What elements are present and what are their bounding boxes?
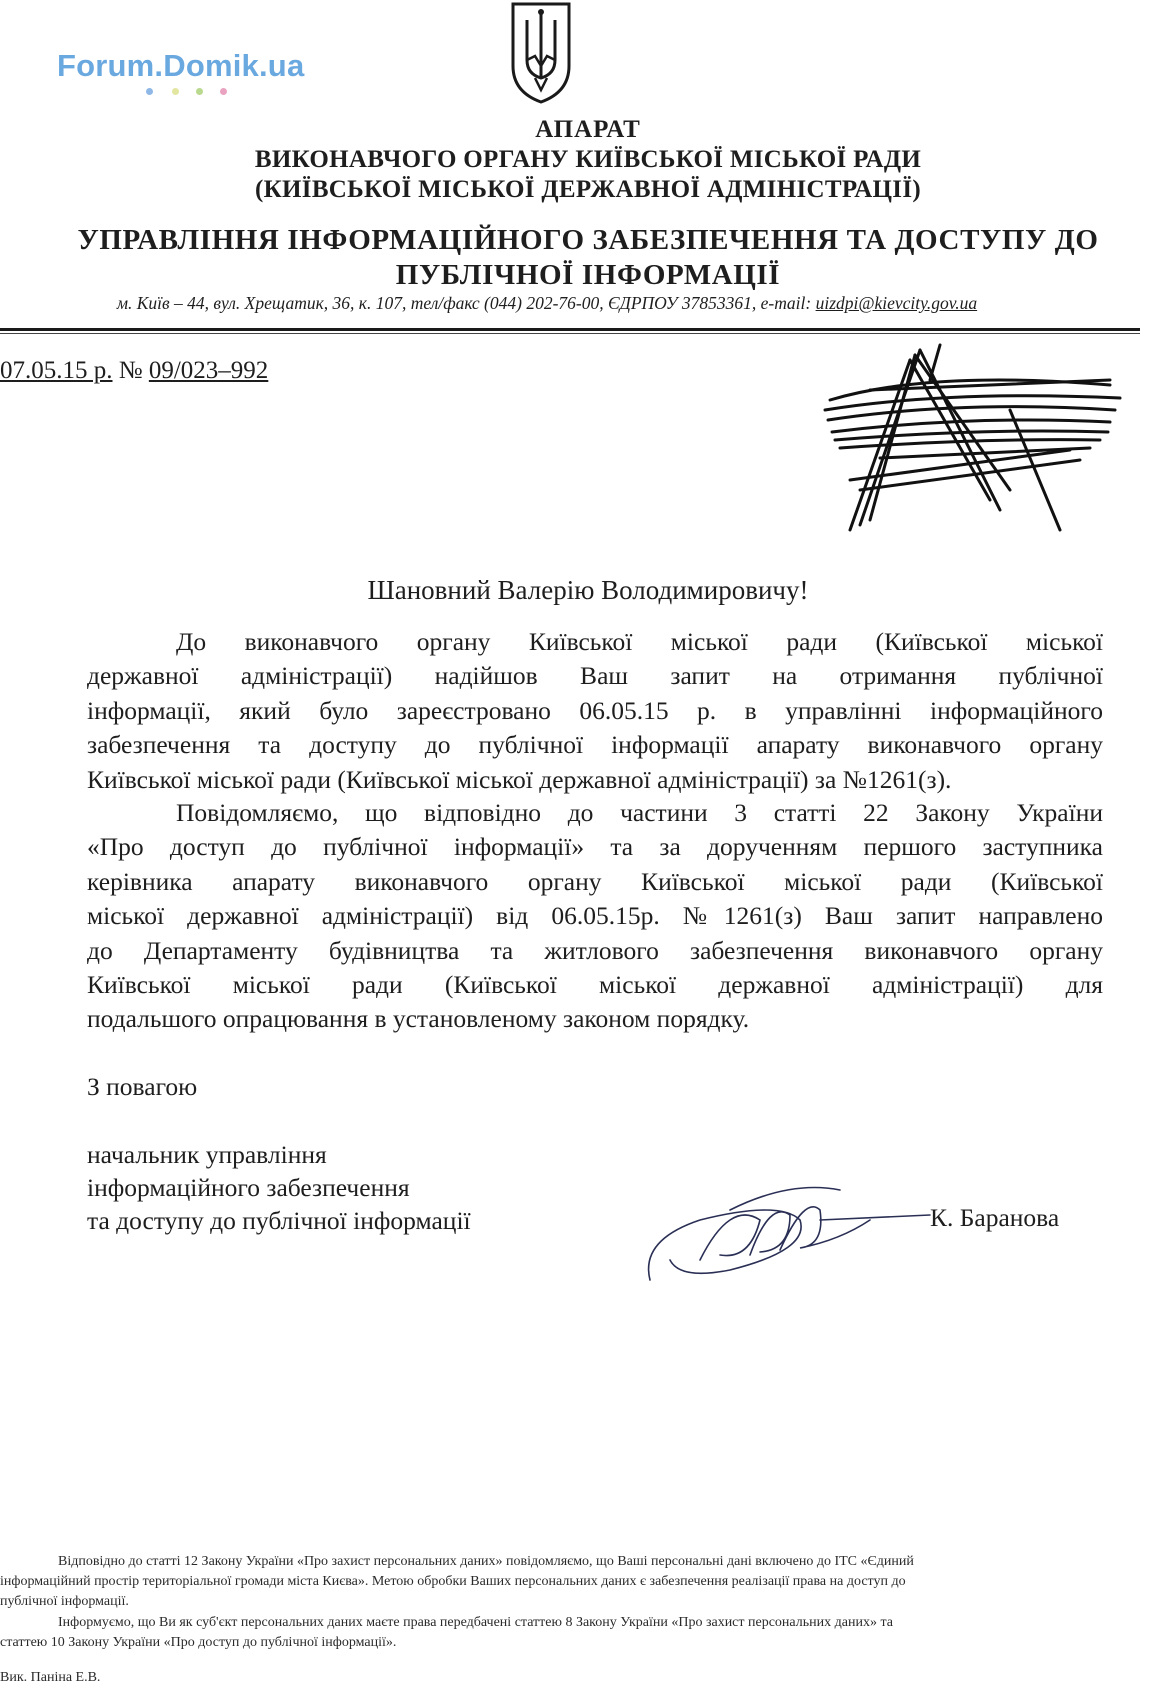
signatory-name: К. Баранова (930, 1203, 1060, 1232)
paragraph-line: подальшого опрацювання в установленому законом порядку. (87, 1004, 750, 1034)
watermark-dots (146, 88, 236, 100)
department-name: УПРАВЛІННЯ ІНФОРМАЦІЙНОГО ЗАБЕЗПЕЧЕННЯ ТА ДОСТУПУ ДО (77, 224, 1099, 256)
footer-line: Відповідно до статті 12 Закону України «Про захист персональних даних» повідомляємо, що Ваші персональні дані включено до ІТС «Єдиний (58, 1554, 914, 1569)
rights-note (0, 1613, 1110, 1653)
watermark-dot (196, 88, 203, 95)
paragraph-2 (87, 796, 1103, 1037)
closing: З повагою (87, 1072, 198, 1101)
signatory-title-line: інформаційного забезпечення (87, 1173, 410, 1202)
footer-line: Інформуємо, що Ви як суб'єкт персональних даних маєте права передбачені статтею 8 Закону України «Про захист персональних даних» та (58, 1615, 893, 1630)
address-line (22, 293, 1072, 314)
salutation: Шановний Валерію Володимировичу! (367, 575, 809, 605)
header-divider (0, 328, 1140, 331)
signatory-title (87, 1138, 471, 1237)
header-title: АПАРАТ (535, 116, 641, 143)
handwritten-signature (640, 1160, 940, 1300)
email-link[interactable]: uizdpi@kievcity.gov.ua (815, 293, 978, 313)
reference-date: 07.05.15 р. (0, 357, 113, 384)
paragraph-line: міської державної адміністрації) від 06.05.15р. №1261(з) Ваш запит направлено (87, 901, 1103, 931)
coat-of-arms-icon (505, 0, 577, 104)
redaction-scribble (810, 340, 1130, 540)
paragraph-line: керівника апарату виконавчого органу Київської міської ради (Київської (87, 866, 1103, 896)
signatory-title-line: начальник управління (87, 1140, 327, 1169)
reference-number (0, 357, 268, 385)
address-text: м. Київ – 44, вул. Хрещатик, 36, к. 107, тел/факс (044) 202-76-00, ЄДРПОУ 37853361, e-mail: (116, 293, 816, 313)
header-subtitle: (КИЇВСЬКОЇ МІСЬКОЇ ДЕРЖАВНОЇ АДМІНІСТРАЦІЇ) (255, 176, 921, 203)
signatory-title-line: та доступу до публічної інформації (87, 1206, 471, 1235)
paragraph-1 (87, 625, 1103, 797)
privacy-note (0, 1552, 1110, 1612)
paragraph-line: Київської міської ради (Київської міської державної адміністрації) за №1261(з). (87, 764, 952, 794)
watermark-dot (220, 88, 227, 95)
paragraph-line: «Про доступ до публічної інформації» та за дорученням першого заступника (87, 832, 1103, 862)
footer-line: статтею 10 Закону України «Про доступ до публічної інформації». (0, 1635, 397, 1650)
paragraph-line: Повідомляємо, що відповідно до частини 3 статті 22 Закону України (176, 798, 1103, 827)
footer-line: інформаційний простір територіальної громади міста Києва». Метою обробки Ваших персональних даних є забезпечення реалізації права на доступ до (0, 1574, 906, 1589)
department-name: ПУБЛІЧНОЇ ІНФОРМАЦІЇ (395, 259, 781, 291)
watermark-dot (172, 88, 179, 95)
watermark-dot (146, 88, 153, 95)
reference-prefix: № (112, 357, 149, 384)
header-subtitle: ВИКОНАВЧОГО ОРГАНУ КИЇВСЬКОЇ МІСЬКОЇ РАДИ (254, 146, 922, 173)
paragraph-line: державної адміністрації) надійшов Ваш запит на отримання публічної (87, 661, 1103, 691)
executor: Вик. Паніна Е.В. (0, 1670, 101, 1685)
paragraph-line: інформації, який було зареєстровано 06.05.15 р. в управлінні інформаційного (87, 695, 1103, 725)
paragraph-line: забезпечення та доступу до публічної інформації апарату виконавчого органу (87, 730, 1103, 760)
paragraph-line: Київської міської ради (Київської міської державної адміністрації) для (87, 970, 1103, 1000)
footer-line: публічної інформації. (0, 1594, 129, 1609)
paragraph-line: До виконавчого органу Київської міської ради (Київської міської (176, 627, 1103, 656)
reference-code: 09/023–992 (148, 357, 269, 384)
paragraph-line: до Департаменту будівництва та житлового забезпечення виконавчого органу (87, 935, 1103, 965)
watermark-logo: Forum.Domik.ua (57, 48, 305, 83)
header-divider (0, 333, 1140, 334)
